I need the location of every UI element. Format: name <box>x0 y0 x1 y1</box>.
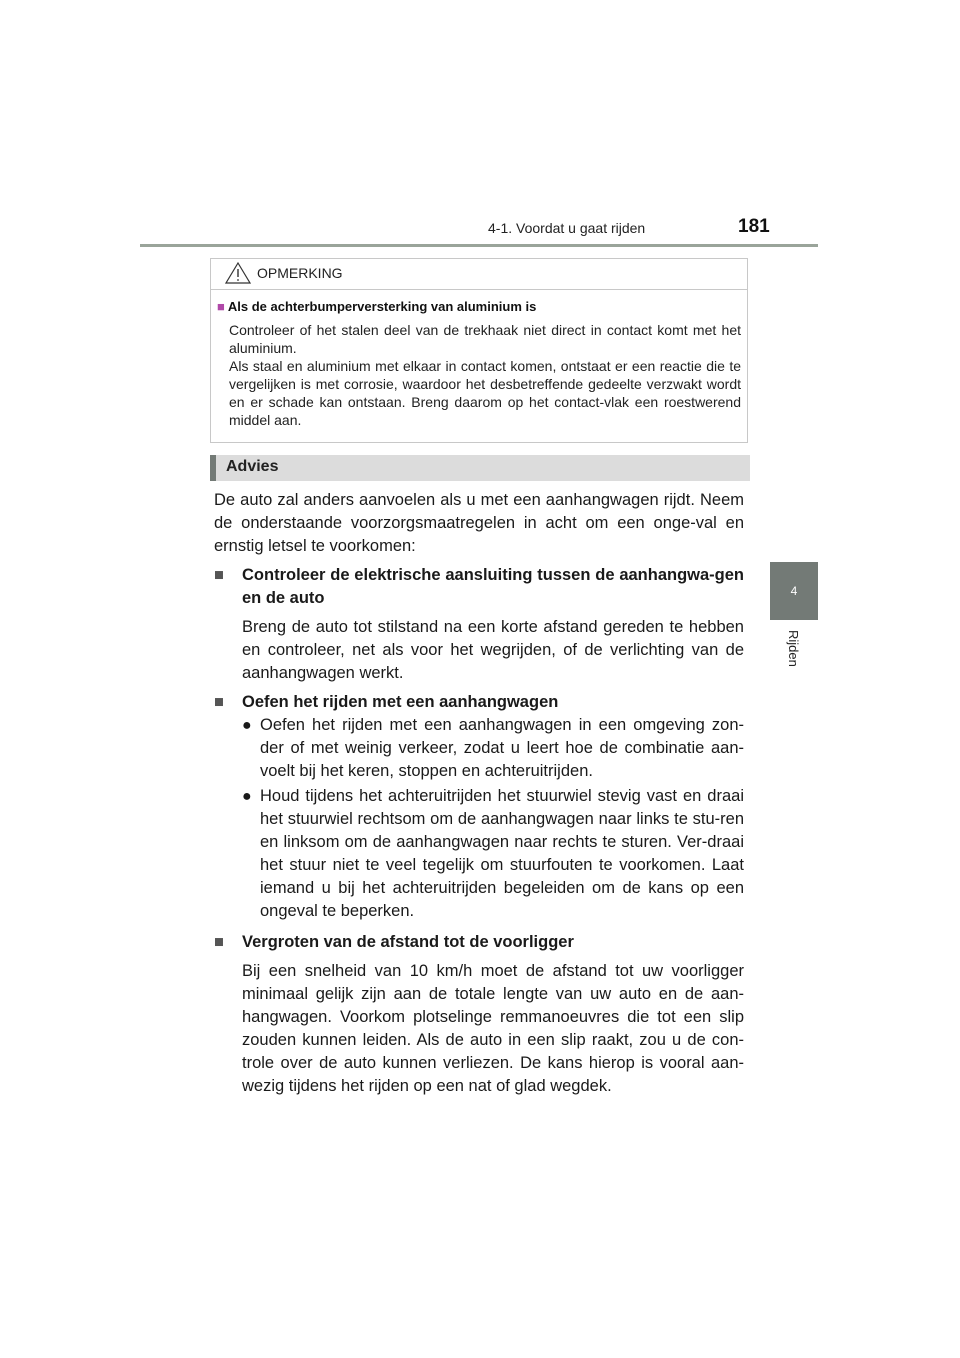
bullet-item <box>214 714 744 783</box>
warning-triangle-icon <box>225 261 251 285</box>
note-subheading-text: Als de achterbumperversterking van aluminium is <box>227 299 537 314</box>
section-heading-text: Oefen het rijden met een aanhangwagen <box>242 693 559 711</box>
section-heading <box>214 931 744 954</box>
section-heading-text: Controleer de elektrische aansluiting tussen de aanhangwa-gen en de auto <box>242 566 744 607</box>
bullet-text: Oefen het rijden met een aanhangwagen in een omgeving zon-der of met weinig verkeer, zodat u leert hoe de combinatie aan-voelt bij het keren, stoppen en achteruitrijden. <box>260 716 744 780</box>
note-text <box>229 321 741 429</box>
section-body: Bij een snelheid van 10 km/h moet de afstand tot uw voorligger minimaal gelijk zijn aan de totale lengte van uw auto en de aan-hangwagen. Voorkom plotselinge remmanoeuvres die tot een slip zouden kunnen leiden. Als de auto in een slip raakt, zou u de con-trole over de auto kunnen verliezen. De kans hierop is vooral aan-wezig tijdens het rijden op een nat of glad wegdek. <box>242 962 744 1095</box>
note-paragraph: Controleer of het stalen deel van de trekhaak niet direct in contact komt met het aluminium. <box>229 322 741 356</box>
note-paragraph: Als staal en aluminium met elkaar in contact komen, ontstaat er een reactie die te vergelijken is met corrosie, waardoor het desbetreffende gedeelte verzwakt wordt en er schade kan ontstaan. Breng daarom op het contact-vlak een roestwerend middel aan. <box>229 358 741 428</box>
header-section-title: 4-1. Voordat u gaat rijden <box>488 220 646 236</box>
square-bullet-icon: ■ <box>214 566 224 584</box>
section-heading <box>214 691 744 714</box>
note-subheading <box>217 299 536 314</box>
section-heading-text: Vergroten van de afstand tot de voorligger <box>242 933 574 951</box>
chapter-label: Rijden <box>786 630 801 667</box>
chapter-number: 4 <box>790 584 798 598</box>
square-bullet-icon: ■ <box>217 299 225 314</box>
note-title: OPMERKING <box>257 265 343 281</box>
bullet-dot-icon: ● <box>242 788 252 805</box>
header-rule <box>140 244 818 247</box>
bullet-dot-icon: ● <box>242 717 252 734</box>
square-bullet-icon: ■ <box>214 933 224 951</box>
advies-content <box>214 489 744 1104</box>
bullet-text: Houd tijdens het achteruitrijden het stuurwiel stevig vast en draai het stuurwiel rechtsom om de aanhangwagen naar links te stu-ren en linksom om de aanhangwagen naar rechts te sturen. Ver-draai het stuur niet te veel tegelijk om stuurfouten te voorkomen. Laat iemand u bij het achteruitrijden begeleiden om de kans op een ongeval te beperken. <box>260 787 744 920</box>
bullet-item <box>214 785 744 923</box>
note-box <box>210 258 748 443</box>
section-body: Breng de auto tot stilstand na een korte afstand gereden te hebben en controleer, net als voor het wegrijden, of de verlichting van de aanhangwagen werkt. <box>242 618 744 682</box>
advies-title: Advies <box>226 458 279 475</box>
intro-paragraph: De auto zal anders aanvoelen als u met een aanhangwagen rijdt. Neem de onderstaande voorzorgsmaatregelen in acht om een onge-val en ernstig letsel te voorkomen: <box>214 491 744 555</box>
square-bullet-icon: ■ <box>214 693 224 711</box>
advies-heading-bar <box>210 455 750 481</box>
page-number: 181 <box>738 216 770 237</box>
note-header <box>211 259 747 290</box>
section-heading <box>214 564 744 610</box>
chapter-tab <box>770 562 818 620</box>
